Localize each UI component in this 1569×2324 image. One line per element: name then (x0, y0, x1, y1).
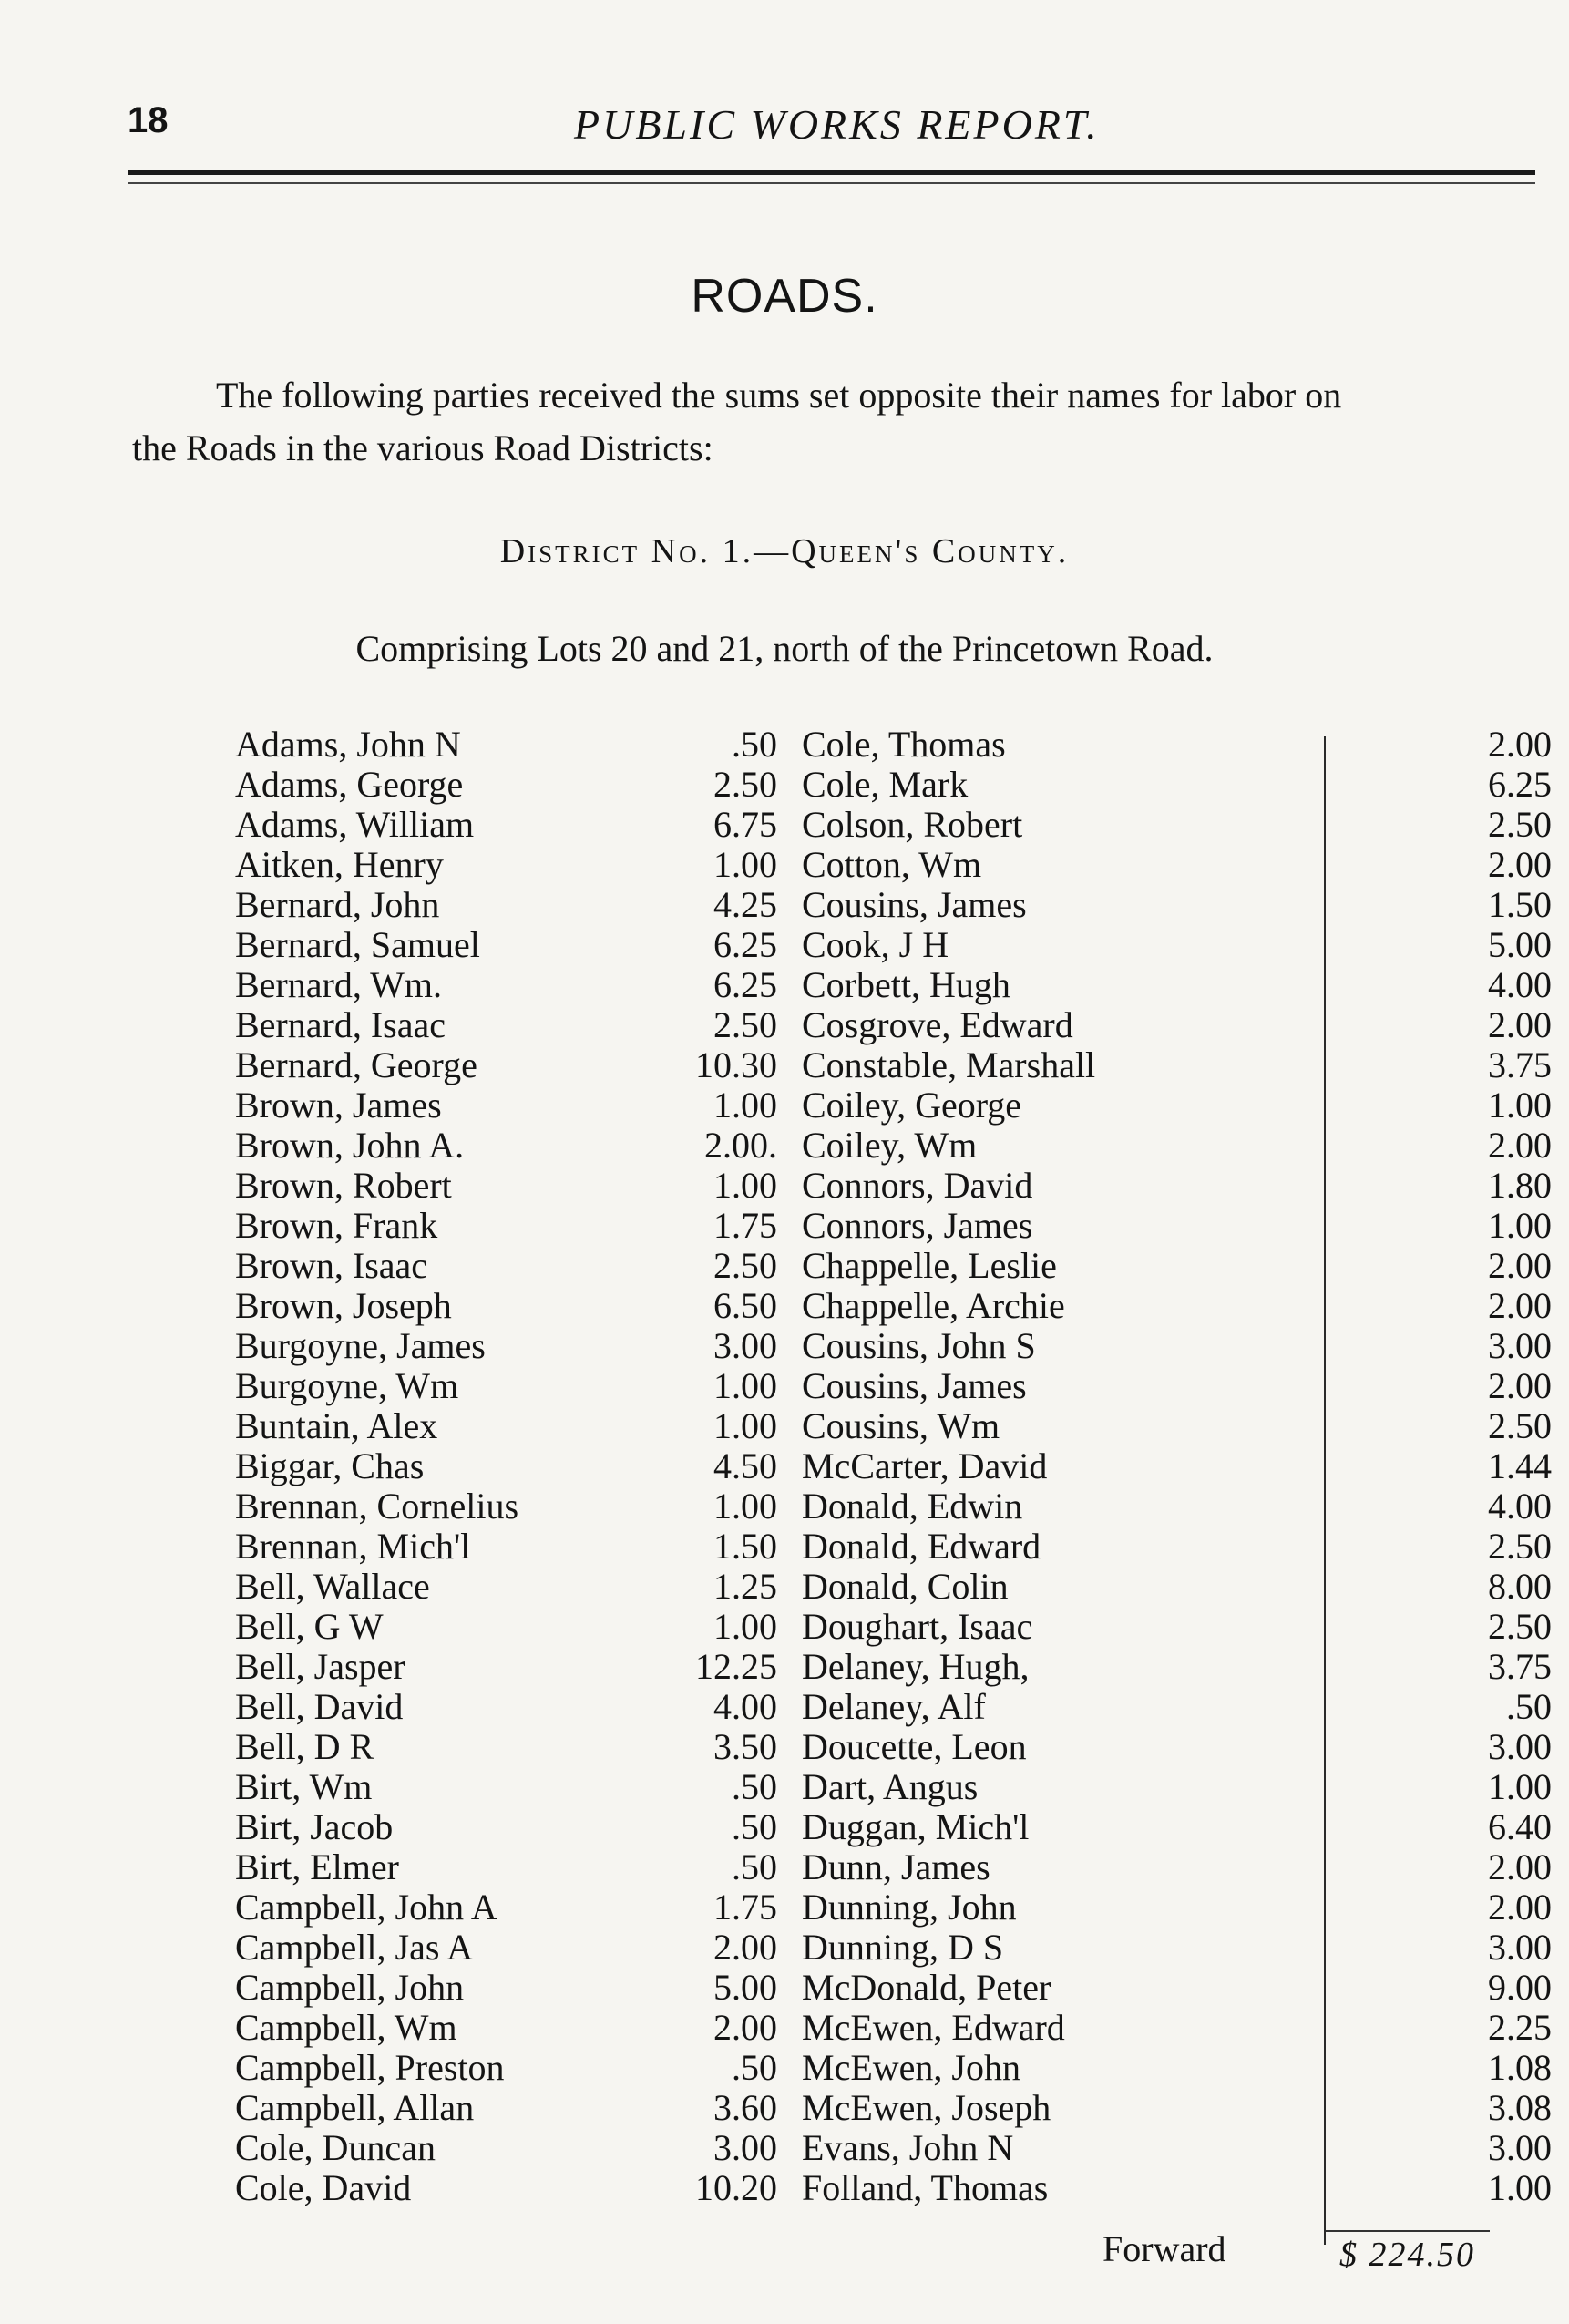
payee-name: Brown, Robert (235, 1165, 452, 1206)
table-row (235, 1286, 777, 1326)
table-row (235, 1727, 777, 1767)
table-row (235, 925, 777, 965)
payee-name: Adams, William (235, 804, 475, 845)
table-row (802, 1607, 1558, 1647)
table-row (802, 1727, 1558, 1767)
payee-name: Duggan, Mich'l (802, 1806, 1030, 1847)
payee-name: Brown, James (235, 1085, 442, 1126)
payment-amount: 3.00 (1488, 2127, 1552, 2168)
payment-amount: 2.00 (1488, 1245, 1552, 1286)
table-row (235, 1767, 777, 1807)
payment-amount: 1.00 (713, 1486, 777, 1527)
payment-amount: 1.00 (713, 1085, 777, 1126)
table-row (802, 1647, 1558, 1687)
payment-amount: 4.50 (713, 1445, 777, 1486)
payment-amount: 10.30 (695, 1044, 777, 1085)
payment-amount: 1.00 (713, 1365, 777, 1406)
payee-name: Cole, Duncan (235, 2127, 436, 2168)
payee-name: Cole, Thomas (802, 724, 1006, 765)
payee-name: Cotton, Wm (802, 844, 982, 885)
table-row (802, 1005, 1558, 1045)
payment-amount: 2.00 (713, 2007, 777, 2048)
forward-label: Forward (1102, 2228, 1226, 2269)
payment-amount: 9.00 (1488, 1967, 1552, 2008)
payment-amount: 1.00 (1488, 2167, 1552, 2208)
table-row (235, 1928, 777, 1968)
payee-name: Adams, John N (235, 724, 461, 765)
payee-name: Birt, Wm (235, 1766, 373, 1807)
table-row (802, 1045, 1558, 1085)
payee-name: Cole, Mark (802, 764, 969, 805)
payee-name: Burgoyne, Wm (235, 1365, 459, 1406)
payment-amount: 1.44 (1488, 1445, 1552, 1486)
payee-name: McCarter, David (802, 1445, 1048, 1486)
table-row (235, 725, 777, 765)
payment-amount: .50 (732, 2047, 777, 2088)
table-row (235, 1486, 777, 1527)
table-row (235, 765, 777, 805)
payee-name: McEwen, Edward (802, 2007, 1065, 2048)
payment-amount: 4.00 (1488, 1486, 1552, 1527)
table-row (802, 1085, 1558, 1126)
payment-amount: 2.00 (713, 1927, 777, 1968)
payment-amount: 2.00. (704, 1125, 777, 1166)
payment-amount: 2.00 (1488, 1125, 1552, 1166)
payment-amount: 3.00 (1488, 1325, 1552, 1366)
payee-name: Delaney, Hugh, (802, 1646, 1030, 1687)
table-row (235, 805, 777, 845)
payee-name: Burgoyne, James (235, 1325, 486, 1366)
payee-name: Birt, Jacob (235, 1806, 394, 1847)
payee-name: Cole, David (235, 2167, 412, 2208)
payment-amount: .50 (732, 1806, 777, 1847)
payment-amount: 2.50 (1488, 1606, 1552, 1647)
payee-name: Constable, Marshall (802, 1044, 1096, 1085)
payment-amount: 1.00 (713, 1405, 777, 1446)
payment-amount: 2.00 (1488, 724, 1552, 765)
intro-line-2: the Roads in the various Road Districts: (132, 427, 713, 468)
running-title: PUBLIC WORKS REPORT. (574, 101, 1100, 148)
payment-amount: 1.80 (1488, 1165, 1552, 1206)
payee-name: Chappelle, Leslie (802, 1245, 1057, 1286)
page-number: 18 (128, 100, 169, 140)
district-heading: District No. 1.—Queen's County. (499, 532, 1070, 571)
payee-name: Connors, James (802, 1205, 1033, 1246)
table-row (802, 1326, 1558, 1366)
table-row (235, 1887, 777, 1928)
table-row (235, 1166, 777, 1206)
table-row (802, 1446, 1558, 1486)
table-row (235, 1045, 777, 1085)
right-column (802, 725, 1558, 2208)
payment-amount: 2.25 (1488, 2007, 1552, 2048)
table-row (235, 1246, 777, 1286)
table-row (235, 1446, 777, 1486)
table-row (235, 2008, 777, 2048)
payment-amount: 6.25 (713, 964, 777, 1005)
payee-name: Brown, Frank (235, 1205, 438, 1246)
payee-name: Brown, John A. (235, 1125, 465, 1166)
table-row (235, 965, 777, 1005)
table-row (802, 1767, 1558, 1807)
payment-amount: 2.50 (1488, 804, 1552, 845)
payee-name: Chappelle, Archie (802, 1285, 1065, 1326)
payment-amount: 4.00 (1488, 964, 1552, 1005)
payee-name: Dunn, James (802, 1846, 990, 1887)
payment-amount: 3.75 (1488, 1044, 1552, 1085)
table-row (802, 1206, 1558, 1246)
payee-name: Adams, George (235, 764, 464, 805)
table-row (802, 1807, 1558, 1847)
payment-amount: 6.50 (713, 1285, 777, 1326)
payment-amount: 2.50 (1488, 1526, 1552, 1567)
payee-name: Brown, Isaac (235, 1245, 428, 1286)
table-row (235, 1005, 777, 1045)
payee-name: Aitken, Henry (235, 844, 444, 885)
payee-name: Biggar, Chas (235, 1445, 425, 1486)
table-row (802, 885, 1558, 925)
payee-name: Bernard, Wm. (235, 964, 442, 1005)
payee-name: Bell, David (235, 1686, 404, 1727)
payment-amount: 2.00 (1488, 1365, 1552, 1406)
payment-amount: 3.00 (713, 2127, 777, 2168)
payee-name: Connors, David (802, 1165, 1033, 1206)
table-row (235, 1126, 777, 1166)
payee-name: McEwen, John (802, 2047, 1020, 2088)
table-row (235, 1647, 777, 1687)
payment-amount: 1.00 (1488, 1085, 1552, 1126)
payment-amount: 3.00 (1488, 1726, 1552, 1767)
payee-name: Evans, John N (802, 2127, 1014, 2168)
payment-amount: 2.50 (713, 1245, 777, 1286)
payment-amount: 1.00 (713, 1165, 777, 1206)
payment-amount: 2.00 (1488, 1887, 1552, 1928)
payment-amount: .50 (732, 1766, 777, 1807)
payment-amount: 1.50 (713, 1526, 777, 1567)
table-row (235, 885, 777, 925)
payment-amount: 2.00 (1488, 844, 1552, 885)
header-rule-thin (128, 182, 1535, 184)
payee-name: Bernard, Isaac (235, 1004, 446, 1045)
payment-amount: .50 (732, 1846, 777, 1887)
payment-amount: 6.40 (1488, 1806, 1552, 1847)
payee-name: Brennan, Mich'l (235, 1526, 471, 1567)
payee-name: Colson, Robert (802, 804, 1023, 845)
payee-name: Doucette, Leon (802, 1726, 1027, 1767)
table-row (235, 2128, 777, 2168)
table-row (802, 2088, 1558, 2128)
payment-amount: 1.75 (713, 1887, 777, 1928)
table-row (235, 1527, 777, 1567)
total-rule (1326, 2230, 1490, 2232)
payment-amount: 1.00 (1488, 1205, 1552, 1246)
page-header (128, 100, 1531, 155)
table-row (802, 765, 1558, 805)
payment-amount: 5.00 (713, 1967, 777, 2008)
payment-amount: 1.00 (713, 1606, 777, 1647)
payee-name: Campbell, Wm (235, 2007, 457, 2048)
payment-amount: 8.00 (1488, 1566, 1552, 1607)
payment-amount: 6.25 (713, 924, 777, 965)
payee-name: Campbell, John A (235, 1887, 497, 1928)
payee-name: McDonald, Peter (802, 1967, 1051, 2008)
payment-amount: 2.00 (1488, 1846, 1552, 1887)
payee-name: Bernard, Samuel (235, 924, 480, 965)
payee-name: Bell, D R (235, 1726, 374, 1767)
payee-name: Cousins, James (802, 1365, 1027, 1406)
payment-amount: .50 (1506, 1686, 1552, 1727)
table-row (235, 2048, 777, 2088)
table-row (802, 2008, 1558, 2048)
payment-amount: 4.25 (713, 884, 777, 925)
payment-amount: 2.00 (1488, 1004, 1552, 1045)
forward-total: $ 224.50 (1339, 2236, 1475, 2274)
payment-amount: 12.25 (695, 1646, 777, 1687)
table-row (802, 1166, 1558, 1206)
payment-amount: 5.00 (1488, 924, 1552, 965)
payment-amount: 2.50 (1488, 1405, 1552, 1446)
table-row (802, 725, 1558, 765)
payee-name: Donald, Colin (802, 1566, 1009, 1607)
payee-name: Delaney, Alf (802, 1686, 986, 1727)
table-row (802, 1567, 1558, 1607)
payment-amount: 6.25 (1488, 764, 1552, 805)
payment-amount: 3.08 (1488, 2087, 1552, 2128)
payment-amount: 2.50 (713, 1004, 777, 1045)
payee-name: Cousins, Wm (802, 1405, 1000, 1446)
table-row (235, 1406, 777, 1446)
payee-name: Donald, Edward (802, 1526, 1041, 1567)
amount-column-rule (1324, 736, 1326, 2245)
table-row (802, 2128, 1558, 2168)
payment-amount: 1.00 (1488, 1766, 1552, 1807)
section-title: ROADS. (691, 270, 878, 323)
table-row (802, 1126, 1558, 1166)
payment-amount: 6.75 (713, 804, 777, 845)
payment-amount: 10.20 (695, 2167, 777, 2208)
payment-amount: 1.08 (1488, 2047, 1552, 2088)
intro-line-1: The following parties received the sums set opposite their names for labor on (216, 375, 1342, 416)
table-row (802, 805, 1558, 845)
payee-name: Coiley, George (802, 1085, 1022, 1126)
header-rule-thick (128, 170, 1535, 175)
payee-name: Coiley, Wm (802, 1125, 978, 1166)
payment-amount: 2.00 (1488, 1285, 1552, 1326)
table-row (235, 1607, 777, 1647)
payee-name: Bell, Wallace (235, 1566, 430, 1607)
table-row (235, 1567, 777, 1607)
payment-amount: 1.50 (1488, 884, 1552, 925)
payee-name: Brennan, Cornelius (235, 1486, 519, 1527)
payee-name: McEwen, Joseph (802, 2087, 1051, 2128)
table-row (802, 1527, 1558, 1567)
payee-name: Campbell, Jas A (235, 1927, 474, 1968)
table-row (235, 1366, 777, 1406)
payee-name: Campbell, John (235, 1967, 465, 2008)
table-row (802, 845, 1558, 885)
table-row (235, 1807, 777, 1847)
payee-name: Bell, G W (235, 1606, 384, 1647)
table-row (235, 1326, 777, 1366)
table-row (802, 1847, 1558, 1887)
payee-name: Doughart, Isaac (802, 1606, 1033, 1647)
payment-amount: 1.25 (713, 1566, 777, 1607)
intro-paragraph (132, 369, 1535, 475)
table-row (802, 1887, 1558, 1928)
payee-name: Folland, Thomas (802, 2167, 1049, 2208)
table-row (802, 1246, 1558, 1286)
payment-amount: .50 (732, 724, 777, 765)
payee-name: Donald, Edwin (802, 1486, 1023, 1527)
payment-amount: 3.00 (1488, 1927, 1552, 1968)
table-row (802, 1406, 1558, 1446)
payee-name: Dart, Angus (802, 1766, 979, 1807)
table-row (802, 1968, 1558, 2008)
table-row (235, 1206, 777, 1246)
payee-name: Bell, Jasper (235, 1646, 405, 1687)
payee-name: Cosgrove, Edward (802, 1004, 1073, 1045)
payee-name: Buntain, Alex (235, 1405, 438, 1446)
payment-amount: 3.50 (713, 1726, 777, 1767)
payee-name: Brown, Joseph (235, 1285, 452, 1326)
payee-name: Corbett, Hugh (802, 964, 1010, 1005)
table-row (802, 2168, 1558, 2208)
payee-name: Bernard, George (235, 1044, 477, 1085)
payee-name: Campbell, Preston (235, 2047, 505, 2088)
payee-name: Dunning, D S (802, 1927, 1004, 1968)
table-row (235, 845, 777, 885)
payment-amount: 3.00 (713, 1325, 777, 1366)
table-row (235, 2168, 777, 2208)
table-row (802, 925, 1558, 965)
payment-amount: 1.00 (713, 844, 777, 885)
table-row (802, 1366, 1558, 1406)
payment-amount: 3.75 (1488, 1646, 1552, 1687)
table-row (802, 1687, 1558, 1727)
payee-name: Cousins, John S (802, 1325, 1036, 1366)
table-row (802, 1928, 1558, 1968)
payee-name: Campbell, Allan (235, 2087, 475, 2128)
table-row (235, 1687, 777, 1727)
table-row (235, 1085, 777, 1126)
payee-name: Dunning, John (802, 1887, 1017, 1928)
table-row (802, 1286, 1558, 1326)
table-row (802, 2048, 1558, 2088)
payment-amount: 4.00 (713, 1686, 777, 1727)
payee-name: Cook, J H (802, 924, 949, 965)
payment-amount: 3.60 (713, 2087, 777, 2128)
payee-name: Birt, Elmer (235, 1846, 399, 1887)
table-row (235, 1847, 777, 1887)
payee-name: Bernard, John (235, 884, 440, 925)
payment-amount: 1.75 (713, 1205, 777, 1246)
left-column (235, 725, 777, 2208)
district-description: Comprising Lots 20 and 21, north of the Princetown Road. (355, 628, 1214, 669)
table-row (802, 965, 1558, 1005)
table-row (235, 1968, 777, 2008)
payment-amount: 2.50 (713, 764, 777, 805)
table-row (235, 2088, 777, 2128)
table-row (802, 1486, 1558, 1527)
payee-name: Cousins, James (802, 884, 1027, 925)
